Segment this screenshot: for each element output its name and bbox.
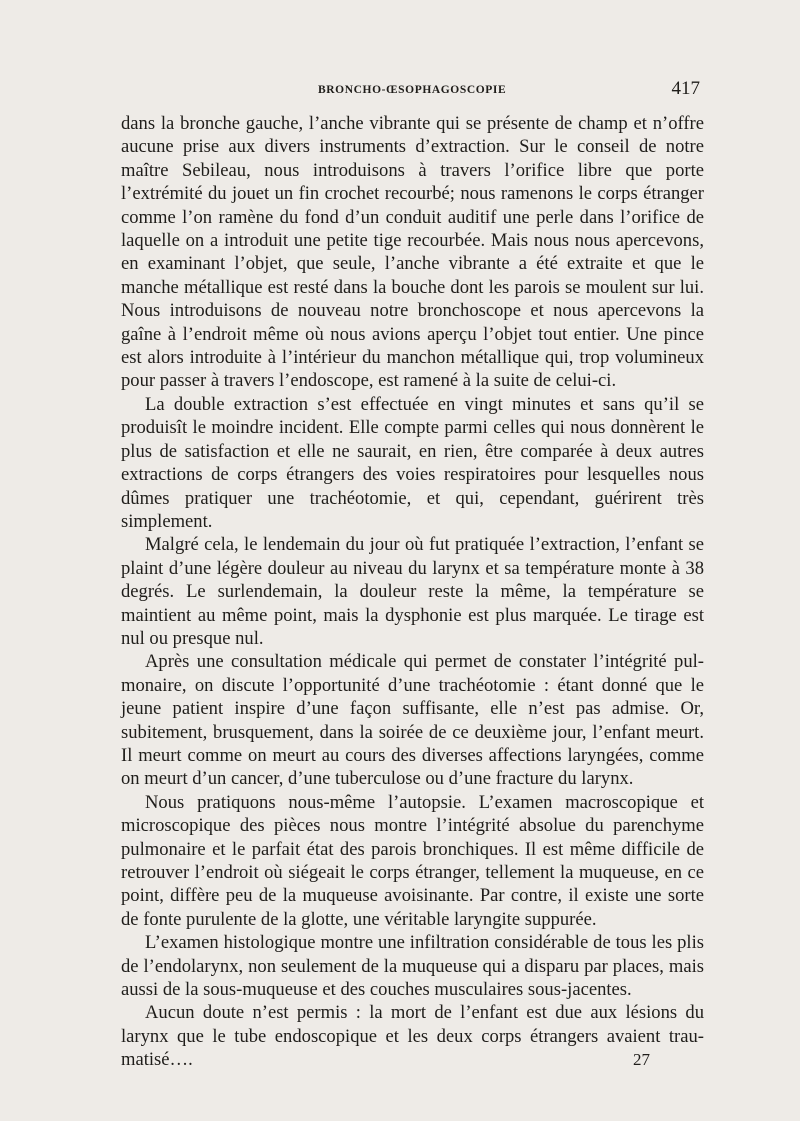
paragraph: La double extraction s’est effectuée en vingt minutes et sans qu’il se produisît le moindre incident. Elle compte parmi celles qui nous donnèrent le plus de satisfaction et elle ne saurait, en rien, être comparée à deux autres extractions de corps étrangers des voies respiratoires pour lesquelles nous dûmes pratiquer une trachéotomie, et qui, cependant, guérirent très simplement. bbox=[121, 393, 704, 532]
running-head bbox=[120, 78, 700, 102]
paragraph: Après une consultation médicale qui permet de constater l’intégrité pulmonaire, on discute l’opportunité d’une trachéotomie : étant donné que le jeune patient inspire d’une façon suffisante, elle n’est pas admise. Or, subitement, brusquement, dans la soirée de ce deuxième jour, l’enfant meurt. Il meurt comme on meurt au cours des diverses affections laryngées, comme on meurt d’un cancer, d’une tuberculose ou d’une fracture du larynx. bbox=[121, 651, 704, 790]
paragraph: Malgré cela, le lendemain du jour où fut pratiquée l’extraction, l’enfant se plaint d’une légère douleur au niveau du larynx et sa température monte à 38 degrés. Le surlendemain, la douleur reste la même, la température se maintient au même point, mais la dysphonie est plus marquée. Le tirage est nul ou presque nul. bbox=[121, 534, 704, 649]
paragraph: dans la bronche gauche, l’anche vibrante qui se présente de champ et n’offre aucune prise aux divers instruments d’extraction. Sur le conseil de notre maître Sebileau, nous introduisons à travers l’orifice libre que porte l’extrémité du jouet un fin crochet recourbé; nous ramenons le corps étranger comme l’on ramène du fond d’un conduit auditif une perle dans l’orifice de laquelle on a introduit une petite tige recourbée. Mais nous nous apercevons, en examinant l’objet, que seule, l’anche vibrante a été extraite et que le manche métallique est resté dans la bouche dont les parois se moulent sur lui. Nous introduisons de nouveau notre bronchoscope et nous apercevons la gaîne à l’endroit même où nous avions aperçu l’objet tout entier. Une pince est alors introduite à l’intérieur du manchon métallique qui, trop volumineux pour passer à travers l’endoscope, est ramené à la suite de celui-ci. bbox=[121, 113, 704, 392]
paragraph: Aucun doute n’est permis : la mort de l’enfant est due aux lésions du larynx que le tube endoscopique et les deux corps étrangers avaient traumatisé…. bbox=[121, 1002, 704, 1071]
running-title: BRONCHO-ŒSOPHAGOSCOPIE bbox=[318, 84, 507, 96]
body-text bbox=[121, 112, 704, 1072]
signature-folio: 27 bbox=[633, 1050, 650, 1069]
paragraph: L’examen histologique montre une infiltration considérable de tous les plis de l’endolarynx, non seulement de la muqueuse qui a disparu par places, mais aussi de la sous-muqueuse et des couches musculaires sous-jacentes. bbox=[121, 932, 704, 1001]
paragraph: Nous pratiquons nous-même l’autopsie. L’examen macroscopique et microscopique des pièces nous montre l’intégrité absolue du parenchyme pulmonaire et le parfait état des parois bronchiques. Il est même difficile de retrouver l’endroit où siégeait le corps étranger, tellement la muqueuse, en ce point, diffère peu de la muqueuse avoisinante. Par contre, il existe une sorte de fonte purulente de la glotte, une véritable laryngite suppurée. bbox=[121, 791, 704, 930]
page-number: 417 bbox=[671, 78, 700, 99]
